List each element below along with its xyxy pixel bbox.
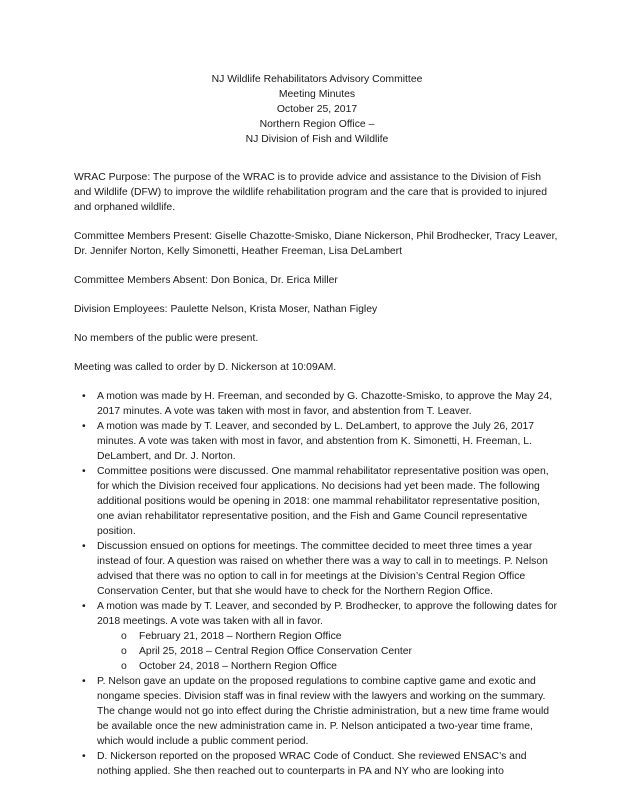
list-item: [74, 419, 560, 464]
list-item-text: Committee positions were discussed. One mammal rehabilitator representative position was open, for which the Division received four applications. No decisions had yet been made. The following additional positions would be opening in 2018: one mammal rehabilitator representative position, one avian rehabilitator representative position, and the Fish and Game Council representative position.: [97, 466, 549, 537]
call-to-order-paragraph: Meeting was called to order by D. Nickerson at 10:09AM.: [74, 362, 337, 373]
bullet-icon: •: [82, 541, 86, 552]
list-item-text: A motion was made by T. Leaver, and seconded by P. Brodhecker, to approve the following dates for 2018 meetings. A vote was taken with all in favor.: [97, 601, 557, 627]
meeting-date-item: [121, 629, 560, 644]
organization-name: NJ Division of Fish and Wildlife: [245, 134, 389, 145]
meeting-date: October 25, 2017: [276, 104, 358, 115]
list-item-text: A motion was made by T. Leaver, and seconded by L. DeLambert, to approve the July 26, 2017 minutes. A vote was taken with most in favor, and abstention from K. Simonetti, H. Freeman, L. DeLambert, and Dr. J. Norton.: [97, 421, 535, 462]
list-item-text: P. Nelson gave an update on the proposed regulations to combine captive game and exotic and nongame species. Division staff was in final review with the lawyers and working on the summary. The change would not go into effect during the Christie administration, but a new time frame would be available once the new administration came in. P. Nelson anticipated a two-year time frame, which would include a public comment period.: [97, 676, 550, 747]
list-item: [74, 599, 560, 674]
bullet-icon: •: [82, 391, 86, 402]
document-header: [74, 72, 560, 147]
circle-bullet-icon: o: [121, 661, 127, 672]
list-item: [74, 464, 560, 539]
list-item-text: D. Nickerson reported on the proposed WRAC Code of Conduct. She reviewed ENSAC’s and nothing applied. She then reached out to counterparts in PA and NY who are looking into: [97, 751, 527, 777]
meeting-location: Northern Region Office –: [259, 119, 375, 130]
bullet-icon: •: [82, 751, 86, 762]
document-type: Meeting Minutes: [278, 89, 356, 100]
committee-name: NJ Wildlife Rehabilitators Advisory Committee: [211, 74, 423, 85]
minutes-list: [74, 389, 560, 779]
meeting-date-text: April 25, 2018 – Central Region Office Conservation Center: [139, 646, 413, 657]
public-attendance-paragraph: No members of the public were present.: [74, 333, 259, 344]
meeting-date-item: [121, 659, 560, 674]
meeting-date-text: October 24, 2018 – Northern Region Office: [139, 661, 337, 672]
meeting-date-text: February 21, 2018 – Northern Region Office: [139, 631, 342, 642]
division-employees-paragraph: Division Employees: Paulette Nelson, Krista Moser, Nathan Figley: [74, 304, 378, 315]
members-present-paragraph: Committee Members Present: Giselle Chazotte-Smisko, Diane Nickerson, Phil Brodhecker, Tracy Leaver, Dr. Jennifer Norton, Kelly Simonetti, Heather Freeman, Lisa DeLambert: [74, 231, 558, 257]
bullet-icon: •: [82, 676, 86, 687]
circle-bullet-icon: o: [121, 631, 127, 642]
members-absent-paragraph: Committee Members Absent: Don Bonica, Dr. Erica Miller: [74, 275, 338, 286]
list-item: [74, 674, 560, 749]
list-item: [74, 389, 560, 419]
purpose-paragraph: WRAC Purpose: The purpose of the WRAC is to provide advice and assistance to the Division of Fish and Wildlife (DFW) to improve the wildlife rehabilitation program and the care that is provided to injured and orphaned wildlife.: [74, 172, 547, 213]
bullet-icon: •: [82, 466, 86, 477]
circle-bullet-icon: o: [121, 646, 127, 657]
list-item: [74, 749, 560, 779]
list-item-text: Discussion ensued on options for meetings. The committee decided to meet three times a year instead of four. A question was raised on whether there was a way to call in to meetings. P. Nelson advised that there was no option to call in for meetings at the Division’s Central Region Office Conservation Center, but that she would have to check for the Northern Region Office.: [97, 541, 548, 597]
bullet-icon: •: [82, 601, 86, 612]
list-item-text: A motion was made by H. Freeman, and seconded by G. Chazotte-Smisko, to approve the May 24, 2017 minutes. A vote was taken with most in favor, and abstention from T. Leaver.: [97, 391, 553, 417]
bullet-icon: •: [82, 421, 86, 432]
meeting-dates-list: [97, 629, 560, 674]
meeting-date-item: [121, 644, 560, 659]
list-item: [74, 539, 560, 599]
